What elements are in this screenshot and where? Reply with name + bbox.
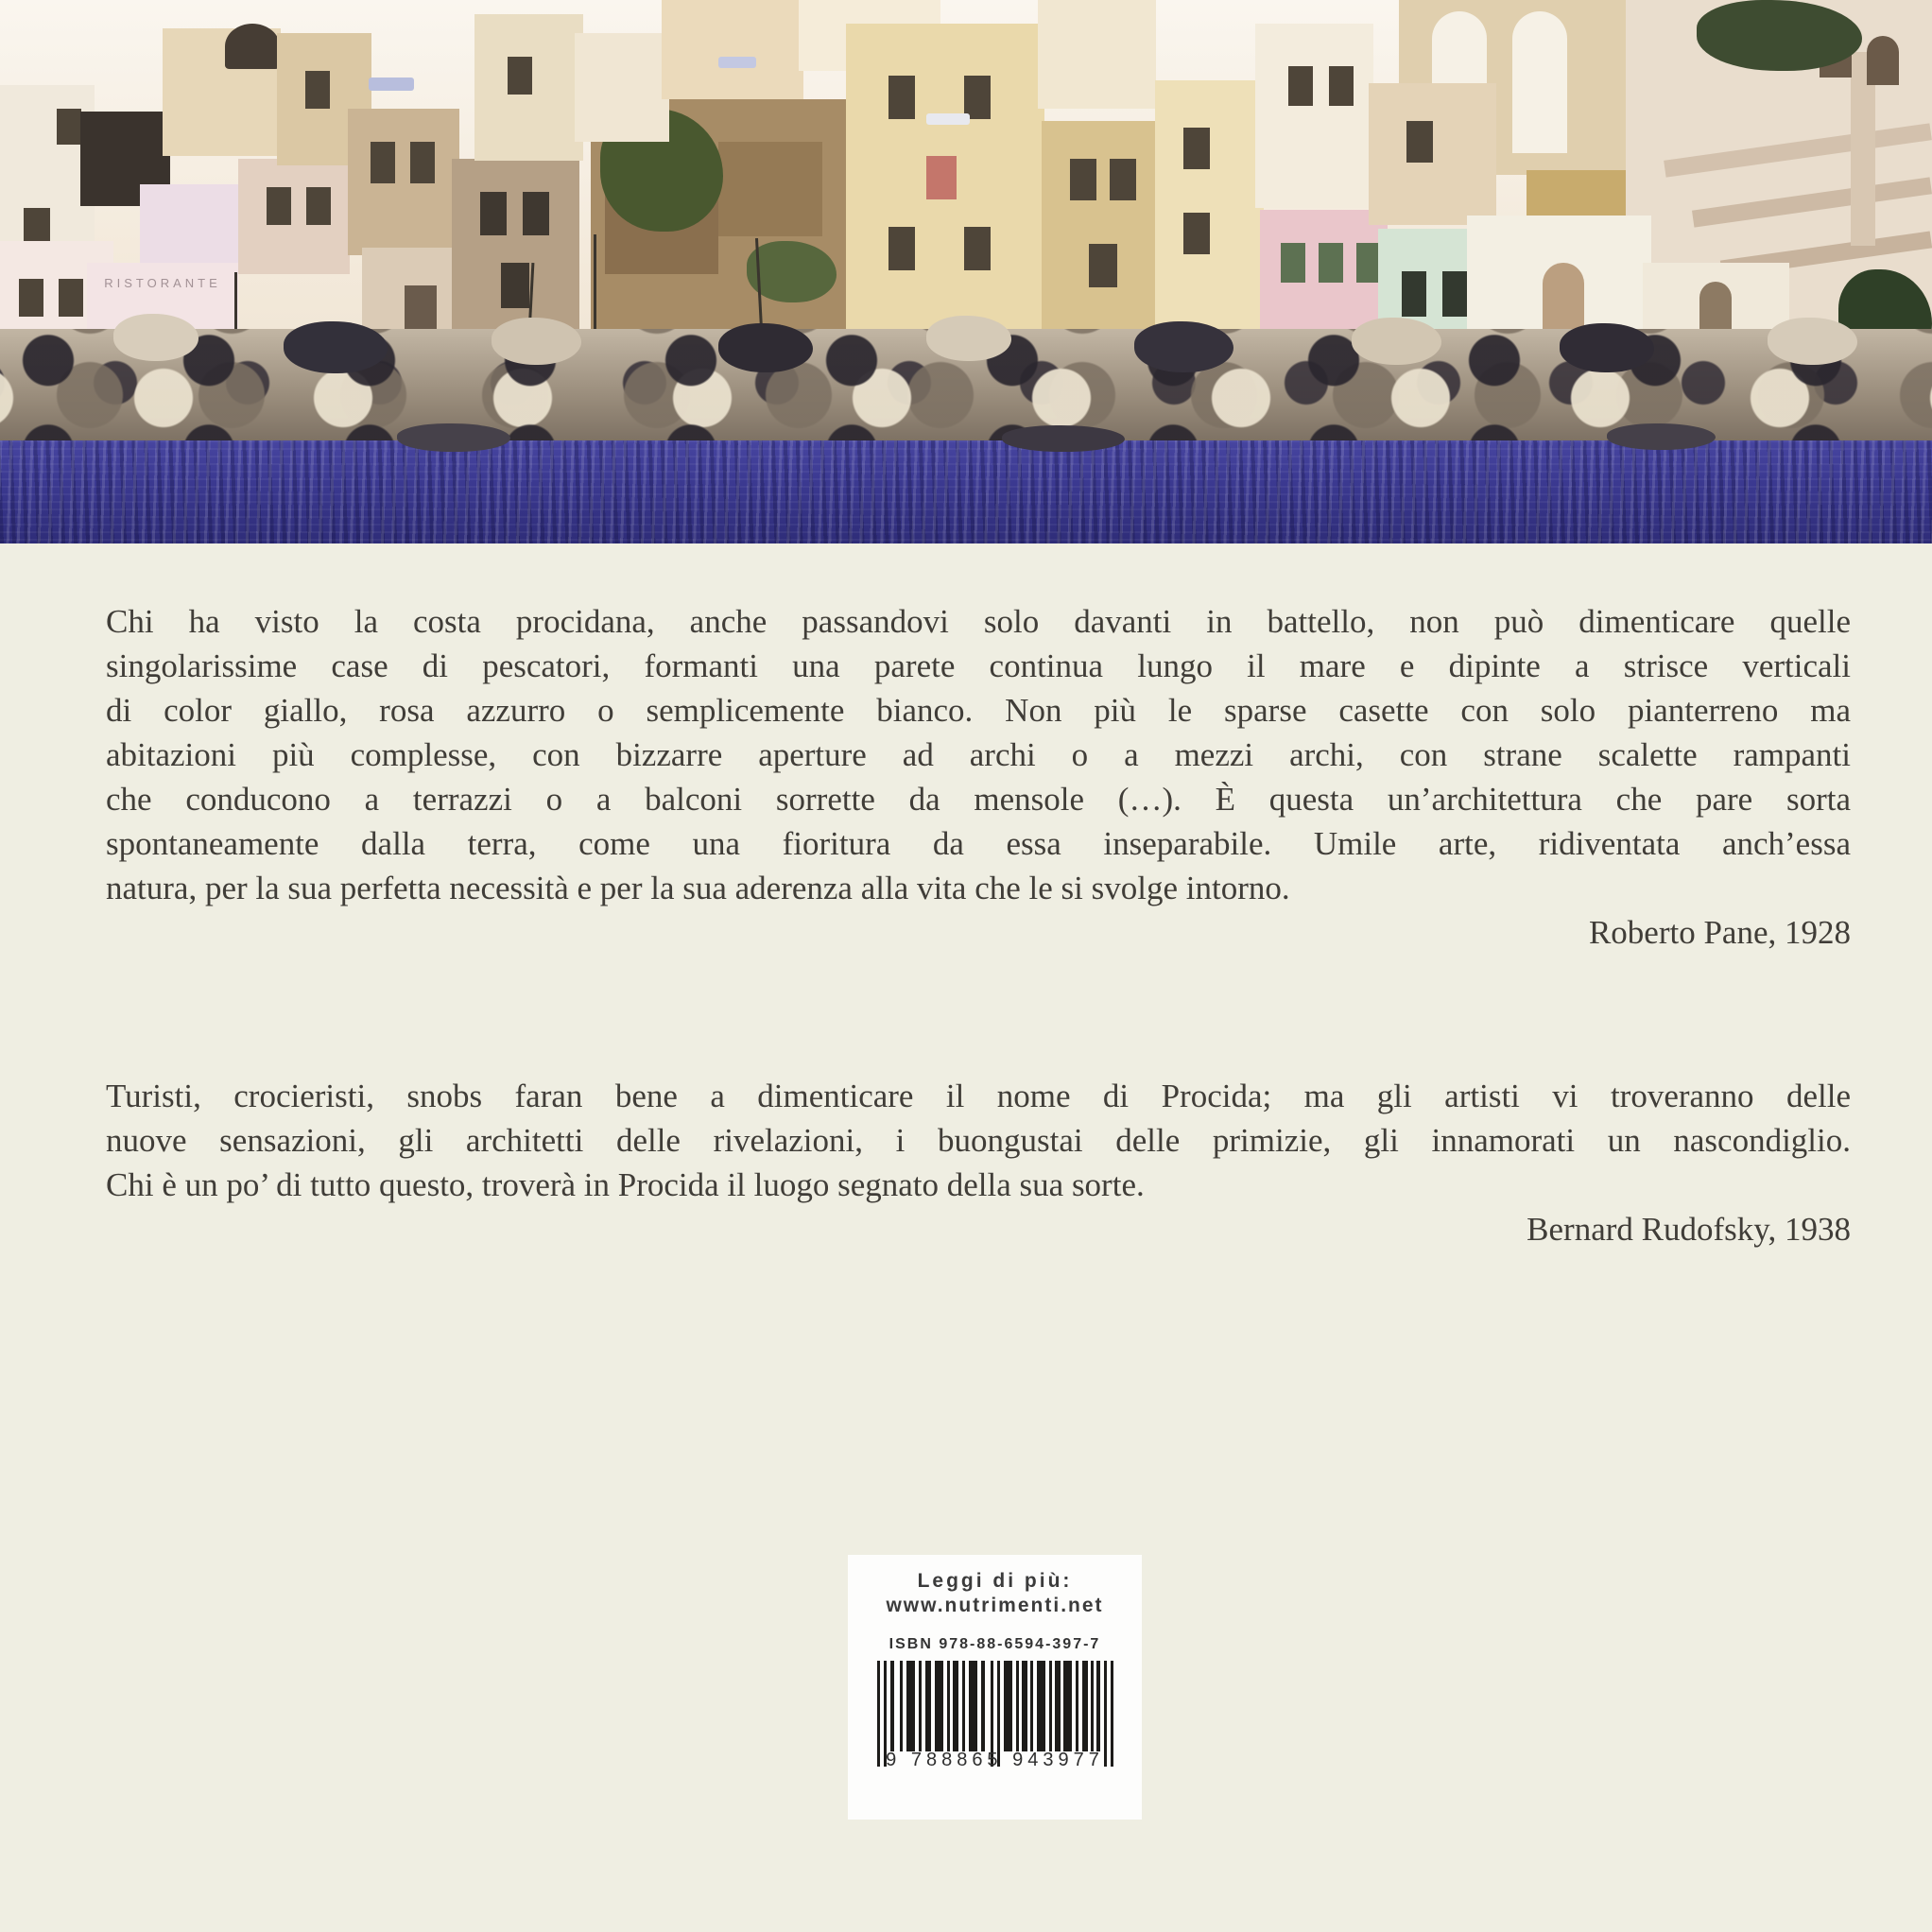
window [964, 227, 991, 270]
read-more-label: Leggi di più: [917, 1570, 1073, 1592]
window [508, 57, 532, 95]
rock [1560, 323, 1654, 372]
window [523, 192, 549, 235]
window [480, 192, 507, 235]
laundry-line [718, 57, 756, 68]
building [1369, 83, 1496, 225]
window [267, 187, 291, 225]
rock [397, 423, 510, 452]
building [575, 33, 669, 142]
building [846, 24, 1044, 345]
rock [113, 314, 198, 361]
quote-line: di color giallo, rosa azzurro o semplicemente bianco. Non più le sparse casette con solo pianterreno ma [106, 692, 1851, 729]
barcode-number: 9 788865 943977 [886, 1750, 1104, 1770]
barcode-panel [848, 1555, 1142, 1820]
quote-roberto-pane [106, 599, 1851, 955]
quote-line: Chi ha visto la costa procidana, anche passandovi solo davanti in battello, non può dimenticare quelle [106, 603, 1851, 640]
quote-line: Chi è un po’ di tutto questo, troverà in Procida il luogo segnato della sua sorte. [106, 1166, 1145, 1203]
rock [718, 323, 813, 372]
building [474, 14, 583, 161]
window [964, 76, 991, 119]
rock [1768, 318, 1857, 365]
rock [1002, 425, 1125, 452]
quote-line: che conducono a terrazzi o a balconi sorrette da mensole (…). È questa un’architettura che pare sorta [106, 781, 1851, 818]
window [1406, 121, 1433, 163]
quote-line: singolarissime case di pescatori, formanti una parete continua lungo il mare e dipinte a strisce verticali [106, 647, 1851, 684]
window [19, 279, 43, 317]
pink-shuttered-window [926, 156, 957, 199]
building [140, 184, 244, 265]
window [410, 142, 435, 183]
rock [492, 318, 581, 365]
window [1089, 244, 1117, 287]
rock [1352, 318, 1441, 365]
building [1155, 80, 1264, 340]
green-shutter-window [1319, 243, 1343, 283]
building [662, 0, 803, 99]
laundry-line [926, 113, 970, 125]
building [238, 159, 350, 274]
quote-line: abitazioni più complesse, con bizzarre aperture ad archi o a mezzi archi, con strane scalette rampanti [106, 736, 1851, 773]
window [1442, 271, 1467, 317]
green-shutter-window [1281, 243, 1305, 283]
window [888, 227, 915, 270]
window [1402, 271, 1426, 317]
cover-photo [0, 0, 1932, 543]
publisher-url: www.nutrimenti.net [886, 1595, 1104, 1616]
isbn-label: ISBN 978-88-6594-397-7 [888, 1636, 1101, 1652]
window [501, 263, 529, 308]
ristorante-sign: RISTORANTE [104, 276, 221, 290]
window [1329, 66, 1354, 106]
window [1070, 159, 1096, 200]
cliff-shadow [718, 142, 822, 236]
rock [1607, 423, 1716, 450]
building [1255, 24, 1373, 208]
window [305, 71, 330, 109]
window [306, 187, 331, 225]
window [59, 279, 83, 317]
window [371, 142, 395, 183]
quote-attribution: Bernard Rudofsky, 1938 [1527, 1211, 1851, 1248]
building [348, 109, 459, 255]
arch-opening [1512, 11, 1567, 153]
arched-window [1867, 36, 1899, 85]
quote-attribution: Roberto Pane, 1928 [1588, 914, 1851, 951]
building [1038, 0, 1156, 109]
laundry-line [369, 78, 414, 91]
rock [1134, 321, 1233, 372]
building [1042, 121, 1160, 343]
window [1288, 66, 1313, 106]
quote-bernard-rudofsky [106, 1074, 1851, 1251]
dome [225, 24, 280, 69]
window [1183, 213, 1210, 254]
rock [926, 316, 1011, 361]
quote-line: Turisti, crocieristi, snobs faran bene a dimenticare il nome di Procida; ma gli artisti vi troveranno delle [106, 1078, 1851, 1114]
window [57, 109, 81, 145]
rock [284, 321, 388, 373]
quote-line: natura, per la sua perfetta necessità e per la sua aderenza alla vita che le si svolge intorno. [106, 870, 1290, 906]
window [1110, 159, 1136, 200]
window [888, 76, 915, 119]
quote-line: spontaneamente dalla terra, come una fioritura da essa inseparabile. Umile arte, ridiventata anch’essa [106, 825, 1851, 862]
quote-line: nuove sensazioni, gli architetti delle rivelazioni, i buongustai delle primizie, gli innamorati un nascondiglio. [106, 1122, 1851, 1159]
window [1183, 128, 1210, 169]
